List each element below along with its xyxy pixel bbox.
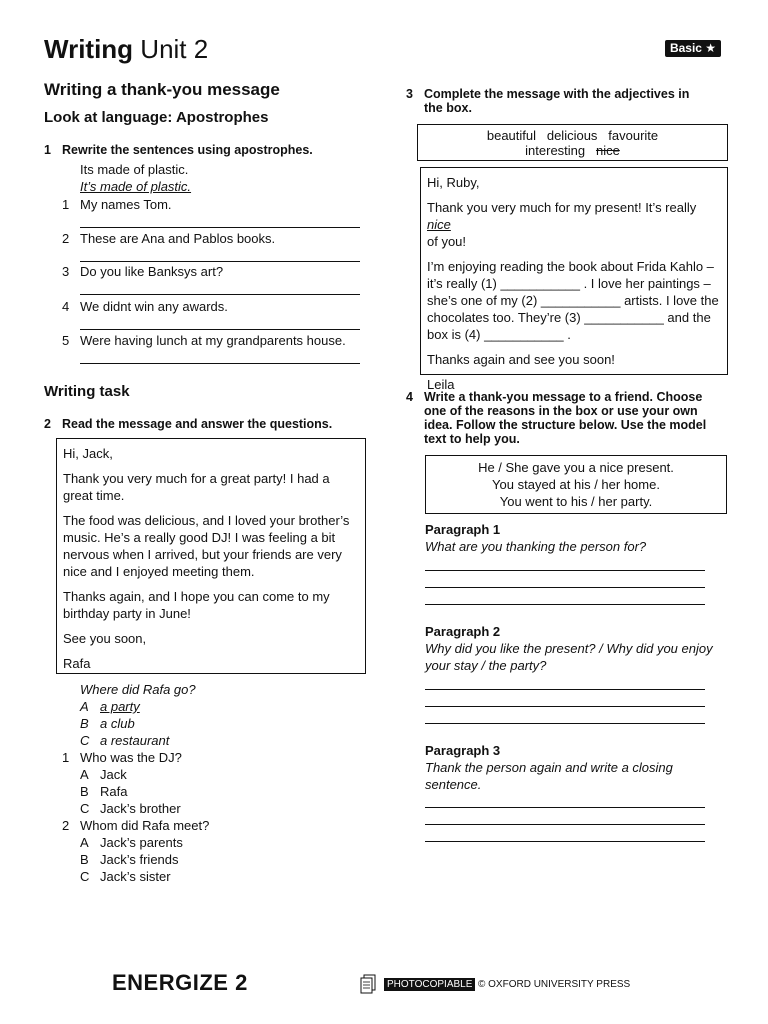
option-letter: A	[80, 699, 89, 714]
option-letter[interactable]: C	[80, 869, 90, 884]
option-letter: B	[80, 716, 89, 731]
paragraph-2-prompt: Why did you like the present? / Why did you enjoy your stay / the party?	[425, 641, 713, 673]
photocopiable-label: PHOTOCOPIABLE	[384, 978, 475, 991]
writing-line[interactable]	[425, 841, 705, 842]
q3-message-box	[420, 167, 728, 392]
message-line: The food was delicious, and I loved your brother’s music. He’s a really good DJ! I was feeling a bit nervous when I arrived, but your friends are very nice and I enjoyed meeting them.	[63, 513, 350, 579]
message-gapfill: I’m enjoying reading the book about Frida Kahlo – it’s really (1) ___________ . I love her paintings – she’s one of my (2) ___________ artists. I love the chocolates too. They’re (3) ___________ and the box is (4) ___________ .	[427, 259, 719, 342]
title-bold: Writing	[44, 34, 134, 64]
answer-line[interactable]	[80, 329, 360, 330]
message-line: See you soon,	[63, 631, 147, 646]
q2-message-box	[56, 438, 366, 674]
q1-item-text: We didnt win any awards.	[80, 299, 228, 314]
option-letter: C	[80, 733, 90, 748]
q4-text: Write a thank-you message to a friend. Choose one of the reasons in the box or use your own idea. Follow the structure below. Use the model text to help you.	[424, 390, 707, 446]
q1-example-answer: It’s made of plastic.	[80, 179, 192, 194]
option-text[interactable]: Jack	[100, 767, 127, 782]
q1-item-number: 4	[62, 299, 70, 314]
photocopy-icon	[360, 974, 376, 994]
question-text: Whom did Rafa meet?	[80, 818, 210, 833]
q3-text: Complete the message with the adjectives in the box.	[424, 87, 690, 115]
word-box-line: interesting nice	[525, 143, 620, 158]
struck-word: nice	[595, 143, 620, 158]
reason-item: You stayed at his / her home.	[492, 477, 660, 492]
q1-text: Rewrite the sentences using apostrophes.	[62, 143, 313, 157]
option-text[interactable]: Rafa	[100, 784, 128, 799]
message-greeting: Hi, Ruby,	[427, 175, 480, 190]
option-text[interactable]: Jack’s sister	[100, 869, 171, 884]
answer-line[interactable]	[80, 363, 360, 364]
q1-item-number: 1	[62, 197, 70, 212]
answer-line[interactable]	[80, 227, 360, 228]
q1-item-number: 3	[62, 264, 70, 279]
q1-instruction	[44, 143, 364, 159]
option-text: a restaurant	[100, 733, 170, 748]
paragraph-1-title: Paragraph 1	[425, 522, 501, 537]
writing-line[interactable]	[425, 807, 705, 808]
paragraph-3-prompt: Thank the person again and write a closing sentence.	[425, 760, 673, 792]
q2-number: 2	[44, 417, 51, 431]
option-letter[interactable]: B	[80, 784, 89, 799]
q1-item-text: My names Tom.	[80, 197, 172, 212]
message-line: Rafa	[63, 656, 91, 671]
writing-line[interactable]	[425, 587, 705, 588]
message-line: Thank you very much for my present! It’s really nice of you!	[427, 200, 697, 249]
option-text[interactable]: Jack’s friends	[100, 852, 179, 867]
q1-item-text: Do you like Banksys art?	[80, 264, 224, 279]
q4-number: 4	[406, 390, 413, 404]
writing-line[interactable]	[425, 570, 705, 571]
option-text[interactable]: Jack’s parents	[100, 835, 183, 850]
q3-word-box	[417, 124, 728, 161]
writing-line[interactable]	[425, 604, 705, 605]
q1-item-number: 5	[62, 333, 70, 348]
question-number: 2	[62, 818, 70, 833]
q3-number: 3	[406, 87, 413, 101]
q4-instruction	[406, 390, 726, 448]
q2-instruction	[44, 417, 364, 433]
q2-example-question: Where did Rafa go?	[80, 682, 196, 697]
option-letter[interactable]: A	[80, 767, 89, 782]
q1-item-text: These are Ana and Pablos books.	[80, 231, 276, 246]
message-line: Thank you very much for a great party! I had a great time.	[63, 471, 330, 503]
level-badge: Basic ★	[665, 40, 721, 57]
title-unit: Unit 2	[140, 34, 209, 64]
reason-item: He / She gave you a nice present.	[478, 460, 674, 475]
option-text[interactable]: Jack’s brother	[100, 801, 181, 816]
message-line: Hi, Jack,	[63, 446, 113, 461]
writing-line[interactable]	[425, 824, 705, 825]
message-line: Thanks again, and I hope you can come to my birthday party in June!	[63, 589, 330, 621]
example-answer: nice	[427, 217, 451, 232]
q1-number: 1	[44, 143, 51, 157]
publisher-credit: © OXFORD UNIVERSITY PRESS	[478, 979, 631, 990]
writing-line[interactable]	[425, 689, 705, 690]
q4-reasons-box	[425, 455, 727, 514]
option-text: a club	[100, 716, 135, 731]
writing-task-title: Writing task	[44, 383, 130, 400]
q3-instruction	[406, 87, 726, 117]
writing-line[interactable]	[425, 723, 705, 724]
section-title: Writing a thank-you message	[44, 80, 280, 99]
q1-example: Its made of plastic.	[80, 162, 189, 177]
message-signature: Leila	[427, 377, 455, 392]
option-text: a party	[100, 699, 140, 714]
page-title	[44, 34, 208, 65]
paragraph-3-title: Paragraph 3	[425, 743, 501, 758]
reason-item: You went to his / her party.	[499, 494, 653, 509]
subsection-title: Look at language: Apostrophes	[44, 109, 269, 126]
option-letter[interactable]: C	[80, 801, 90, 816]
q1-item-text: Were having lunch at my grandparents house.	[80, 333, 346, 348]
energize-logo: ENERGIZE 2	[112, 970, 248, 995]
q2-text: Read the message and answer the questions.	[62, 417, 333, 431]
option-letter[interactable]: A	[80, 835, 89, 850]
question-text: Who was the DJ?	[80, 750, 182, 765]
writing-line[interactable]	[425, 706, 705, 707]
message-line: Thanks again and see you soon!	[427, 352, 615, 367]
paragraph-2-title: Paragraph 2	[425, 624, 501, 639]
word-box-line: beautiful delicious favourite	[486, 128, 659, 143]
option-letter[interactable]: B	[80, 852, 89, 867]
q1-item-number: 2	[62, 231, 70, 246]
paragraph-1-prompt: What are you thanking the person for?	[425, 539, 647, 554]
answer-line[interactable]	[80, 294, 360, 295]
answer-line[interactable]	[80, 261, 360, 262]
question-number: 1	[62, 750, 70, 765]
